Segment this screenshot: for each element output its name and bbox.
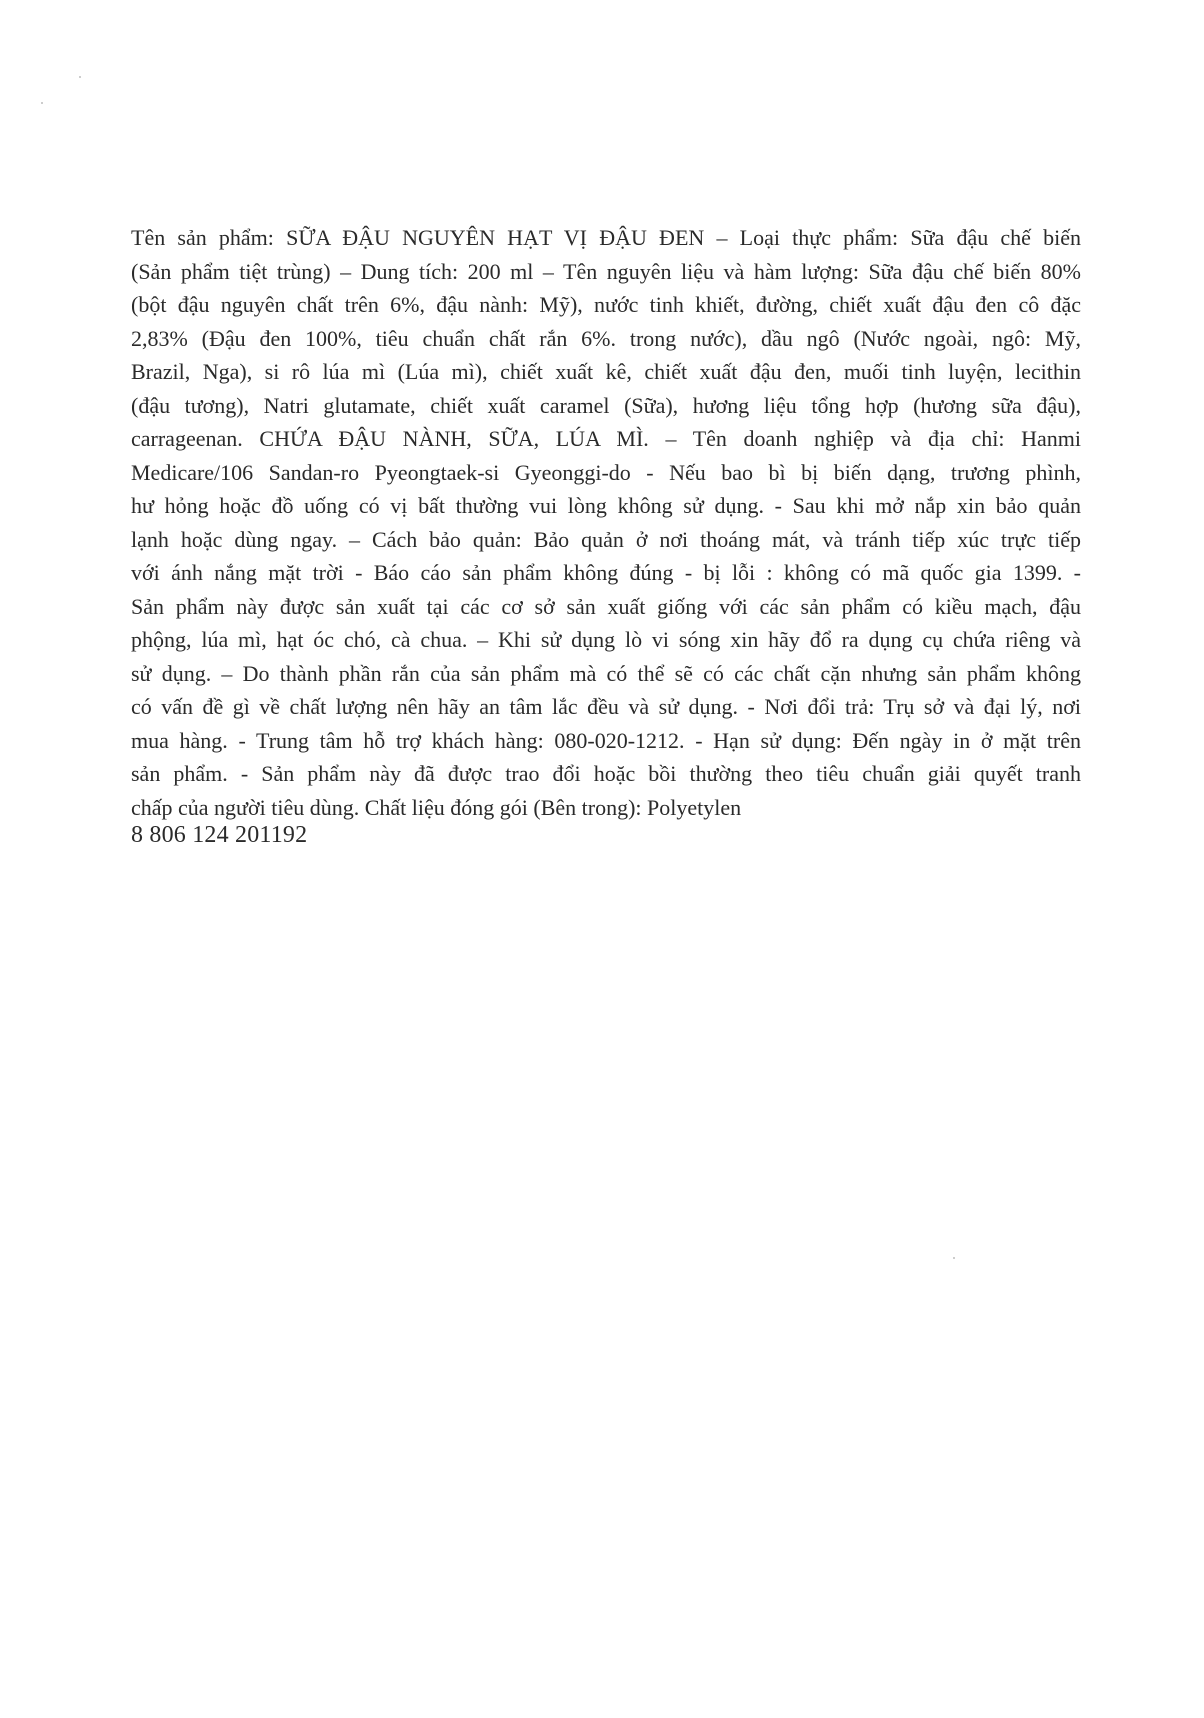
text-line: Tên sản phẩm: SỮA ĐẬU NGUYÊN HẠT VỊ ĐẬU ĐEN – Loại thực phẩm: Sữa đậu chế biến xyxy=(131,225,1081,250)
text-line: Medicare/106 Sandan-ro Pyeongtaek-si Gyeonggi-do - Nếu bao bì bị biến dạng, trương phình, xyxy=(131,459,1081,485)
product-label-text xyxy=(131,221,1081,824)
text-line: lạnh hoặc dùng ngay. – Cách bảo quản: Bảo quản ở nơi thoáng mát, và tránh tiếp xúc trực tiếp xyxy=(131,526,1081,552)
text-line: có vấn đề gì về chất lượng nên hãy an tâm lắc đều và sử dụng. - Nơi đổi trả: Trụ sở và đại lý, nơi xyxy=(131,694,1081,719)
text-line: Sản phẩm này được sản xuất tại các cơ sở sản xuất giống với các sản phẩm có kiều mạch, đậu xyxy=(131,593,1081,619)
text-line: (Sản phẩm tiệt trùng) – Dung tích: 200 ml – Tên nguyên liệu và hàm lượng: Sữa đậu chế biến 80% xyxy=(131,258,1081,284)
text-line: sản phẩm. - Sản phẩm này đã được trao đổi hoặc bồi thường theo tiêu chuẩn giải quyết tranh xyxy=(131,761,1081,786)
text-line: với ánh nắng mặt trời - Báo cáo sản phẩm không đúng - bị lỗi : không có mã quốc gia 1399. - xyxy=(131,560,1081,585)
text-line: phộng, lúa mì, hạt óc chó, cà chua. – Khi sử dụng lò vi sóng xin hãy đổ ra dụng cụ chứa riêng và xyxy=(131,627,1081,652)
text-line: carrageenan. CHỨA ĐẬU NÀNH, SỮA, LÚA MÌ. – Tên doanh nghiệp và địa chỉ: Hanmi xyxy=(131,426,1081,451)
text-line: chấp của người tiêu dùng. Chất liệu đóng gói (Bên trong): Polyetylen xyxy=(131,794,742,820)
barcode-number: 8 806 124 201192 xyxy=(131,822,308,848)
text-line: (bột đậu nguyên chất trên 6%, đậu nành: Mỹ), nước tinh khiết, đường, chiết xuất đậu đen cô đặc xyxy=(131,292,1081,317)
text-line: hư hỏng hoặc đồ uống có vị bất thường vui lòng không sử dụng. - Sau khi mở nắp xin bảo quản xyxy=(131,493,1081,518)
scan-speck xyxy=(79,76,81,78)
scan-speck xyxy=(41,102,43,104)
text-line: mua hàng. - Trung tâm hỗ trợ khách hàng: 080-020-1212. - Hạn sử dụng: Đến ngày in ở mặt trên xyxy=(131,727,1081,753)
scan-speck xyxy=(953,1257,955,1259)
text-line: (đậu tương), Natri glutamate, chiết xuất caramel (Sữa), hương liệu tổng hợp (hương sữa đậu), xyxy=(131,392,1081,418)
text-line: sử dụng. – Do thành phần rắn của sản phẩm mà có thể sẽ có các chất cặn nhưng sản phẩm không xyxy=(131,660,1081,686)
text-line: Brazil, Nga), si rô lúa mì (Lúa mì), chiết xuất kê, chiết xuất đậu đen, muối tinh luyện, lecithin xyxy=(131,359,1081,384)
text-line: 2,83% (Đậu đen 100%, tiêu chuẩn chất rắn 6%. trong nước), dầu ngô (Nước ngoài, ngô: Mỹ, xyxy=(131,325,1081,351)
